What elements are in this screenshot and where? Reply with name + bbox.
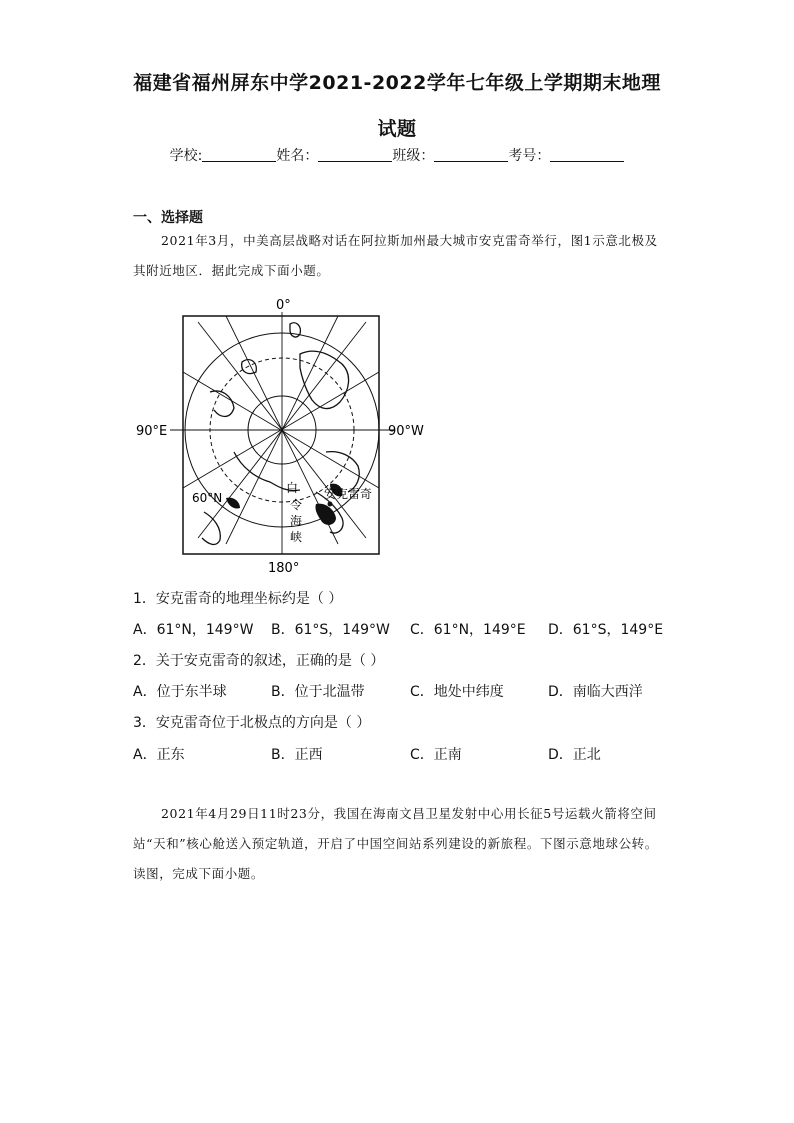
q1-option-a[interactable]: A．61°N，149°W [133,622,254,638]
label-strait-2: 令 [290,498,303,512]
passage-2: 2021年4月29日11时23分，我国在海南文昌卫星发射中心用长征5号运载火箭将空间站“天和”核心舱送入预定轨道，开启了中国空间站系列建设的新旅程。下图示意地球公转。读图，完成下面小题。 [133,806,658,881]
label-90e: 90°E [136,424,168,439]
school-label: 学校: [169,148,203,164]
id-blank [550,147,624,162]
id-label: 考号： [508,148,551,164]
question-2-stem: 2．关于安克雷奇的叙述，正确的是（ ） [133,653,385,669]
q2-option-a[interactable]: A．位于东半球 [133,684,227,700]
school-blank [202,147,276,162]
meridians [170,312,394,554]
label-strait-1: 白 [286,481,299,495]
q3-option-b[interactable]: B．正西 [271,747,323,763]
q2-option-b[interactable]: B．位于北温带 [271,684,365,700]
q1-option-d[interactable]: D．61°S，149°E [548,622,664,638]
name-label: 姓名： [276,148,319,164]
question-1-stem: 1．安克雷奇的地理坐标约是（ ） [133,591,343,607]
q3-option-d[interactable]: D．正北 [548,747,601,763]
label-strait-4: 峡 [290,530,303,544]
page-title-cont: 试题 [377,118,417,140]
q2-option-d[interactable]: D．南临大西洋 [548,684,643,700]
q1-option-b[interactable]: B．61°S，149°W [271,622,390,638]
label-90w: 90°W [388,424,424,439]
student-info-line [0,145,794,165]
question-3-stem: 3．安克雷奇位于北极点的方向是（ ） [133,715,371,731]
class-label: 班级： [392,148,435,164]
arctic-map-svg [130,292,440,582]
arctic-map [130,292,440,582]
label-0: 0° [276,298,291,313]
name-blank [318,147,392,162]
page-title: 福建省福州屏东中学2021-2022学年七年级上学期期末地理 [133,72,661,94]
label-180: 180° [268,561,300,576]
q3-option-c[interactable]: C．正南 [410,747,462,763]
label-anchorage: 安克雷奇 [324,487,373,501]
q3-option-a[interactable]: A．正东 [133,747,185,763]
label-strait-3: 海 [290,514,303,528]
anchorage-marker [328,502,333,507]
passage-1: 2021年3月，中美高层战略对话在阿拉斯加州最大城市安克雷奇举行，图1示意北极及其附近地区．据此完成下面小题。 [133,233,658,278]
label-60n: 60°N [192,491,223,505]
section-title: 一、选择题 [133,210,203,226]
q2-option-c[interactable]: C．地处中纬度 [410,684,504,700]
class-blank [434,147,508,162]
q1-option-c[interactable]: C．61°N，149°E [410,622,526,638]
